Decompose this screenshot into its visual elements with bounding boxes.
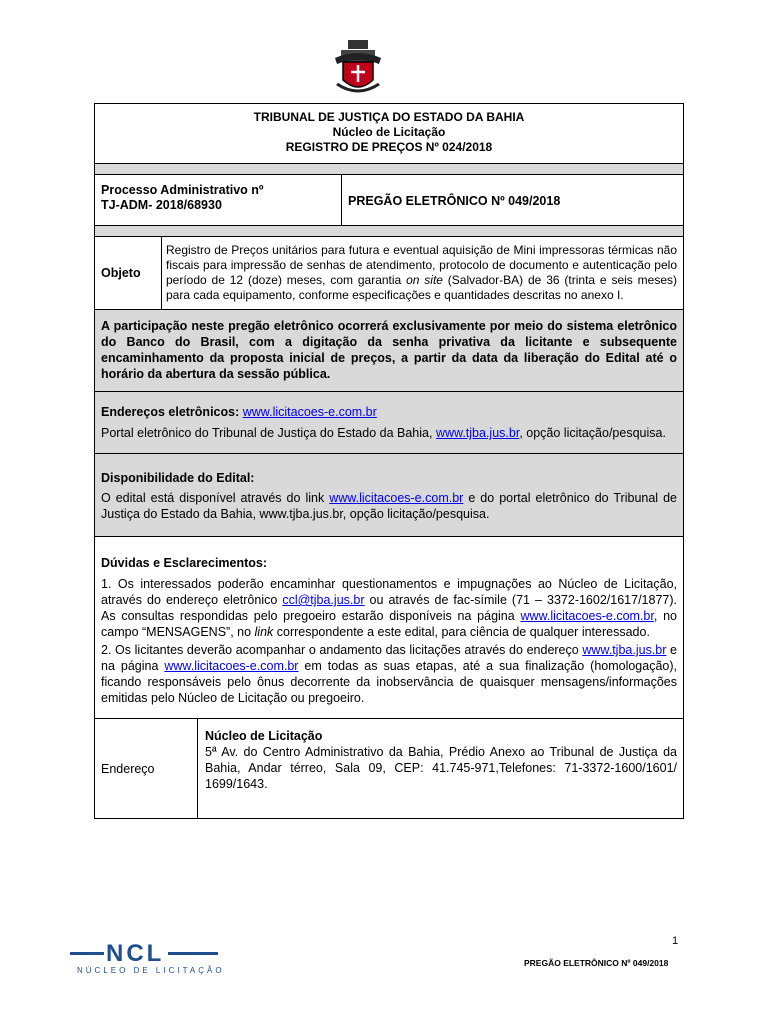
availability-section	[95, 454, 683, 537]
address-row	[95, 719, 683, 818]
tjba-link-2[interactable]: www.tjba.jus.br	[582, 643, 667, 657]
court-name: TRIBUNAL DE JUSTIÇA DO ESTADO DA BAHIA	[253, 110, 525, 124]
logo-line-left	[70, 952, 104, 955]
logo-text: NCL	[106, 940, 165, 967]
spacer-row	[95, 164, 683, 175]
questions-paragraph-1: 1. Os interessados poderão encaminhar questionamentos e impugnações ao Núcleo de Licitação, através do endereço eletrônico ccl@tjba.jus.br ou através de fac-símile (71 – 3372-1602/1617/1877). As consultas respondidas pelo pregoeiro estarão disponíveis na página www.licitacoes-e.com.br, no campo “MENSAGENS”, no link correspondente a este edital, para ciência de qualquer interessado.	[101, 577, 677, 639]
availability-link[interactable]: www.licitacoes-e.com.br	[329, 491, 464, 505]
portal-text: Portal eletrônico do Tribunal de Justiça do Estado da Bahia, www.tjba.jus.br, opção licitação/pesquisa.	[101, 426, 666, 440]
document-table	[94, 103, 684, 819]
electronic-addresses-section	[95, 392, 683, 454]
licitacoes-link-3[interactable]: www.licitacoes-e.com.br	[164, 659, 299, 673]
process-label-line1: Processo Administrativo nº	[101, 183, 264, 197]
participation-notice: A participação neste pregão eletrônico ocorrerá exclusivamente por meio do sistema eletrônico do Banco do Brasil, com a digitação da senha privativa da licitante e subsequente encaminhamento da proposta inicial de preços, a partir da data da liberação do Edital até o horário da abertura da sessão pública.	[95, 310, 683, 392]
page-number: 1	[672, 935, 679, 947]
registry-number: REGISTRO DE PREÇOS Nº 024/2018	[285, 140, 493, 154]
questions-section	[95, 537, 683, 719]
address-title: Núcleo de Licitação	[205, 729, 323, 743]
licitacoes-link[interactable]: www.licitacoes-e.com.br	[242, 405, 377, 419]
unit-name: Núcleo de Licitação	[332, 125, 446, 139]
address-content	[198, 719, 683, 818]
object-text: Registro de Preços unitários para futura e eventual aquisição de Mini impressoras térmicas não fiscais para impressão de senhas de atendimento, protocolo de documento e autenticação pelo período de 12 (doze) meses, com garantia on site (Salvador-BA) de 36 (trinta e seis meses) para cada equipamento, conforme especificações e quantidades descritas no anexo I.	[166, 243, 677, 302]
licitacoes-link-2[interactable]: www.licitacoes-e.com.br	[520, 609, 654, 623]
document-header	[95, 104, 683, 164]
electronic-addresses-label: Endereços eletrônicos:	[101, 405, 240, 419]
questions-paragraph-2: 2. Os licitantes deverão acompanhar o andamento das licitações através do endereço www.tjba.jus.br e na página www.licitacoes-e.com.br em todas as suas etapas, até a sua finalização (homologação), ficando responsáveis pelo ônus decorrente da inobservância de quaisquer mensagens/informações emitidas pelo Núcleo de Licitação ou pregoeiro.	[101, 643, 678, 705]
process-label	[95, 175, 342, 225]
logo-subtitle: NÚCLEO DE LICITAÇÃO	[77, 966, 225, 975]
spacer-row	[95, 226, 683, 237]
coat-of-arms-icon	[333, 40, 383, 98]
footer-doc-ref: PREGÃO ELETRÔNICO Nº 049/2018	[524, 958, 669, 968]
address-label: Endereço	[95, 719, 198, 818]
logo-line-right	[168, 952, 218, 955]
process-row	[95, 175, 683, 226]
pregao-number: PREGÃO ELETRÔNICO Nº 049/2018	[348, 194, 561, 208]
email-link[interactable]: ccl@tjba.jus.br	[282, 593, 365, 607]
availability-label: Disponibilidade do Edital:	[101, 471, 255, 485]
address-text: 5ª Av. do Centro Administrativo da Bahia, Prédio Anexo ao Tribunal de Justiça da Bahia, Andar térreo, Sala 09, CEP: 41.745-971,Telefones: 71-3372-1600/1601/ 1699/1643.	[205, 745, 677, 791]
object-label: Objeto	[95, 237, 162, 309]
availability-text: O edital está disponível através do link www.licitacoes-e.com.br e do portal eletrônico do Tribunal de Justiça do Estado da Bahia, www.tjba.jus.br, opção licitação/pesquisa.	[101, 491, 677, 521]
questions-label: Dúvidas e Esclarecimentos:	[101, 556, 268, 570]
process-number: TJ-ADM- 2018/68930	[101, 198, 222, 212]
tjba-link[interactable]: www.tjba.jus.br	[435, 426, 520, 440]
object-row	[95, 237, 683, 310]
